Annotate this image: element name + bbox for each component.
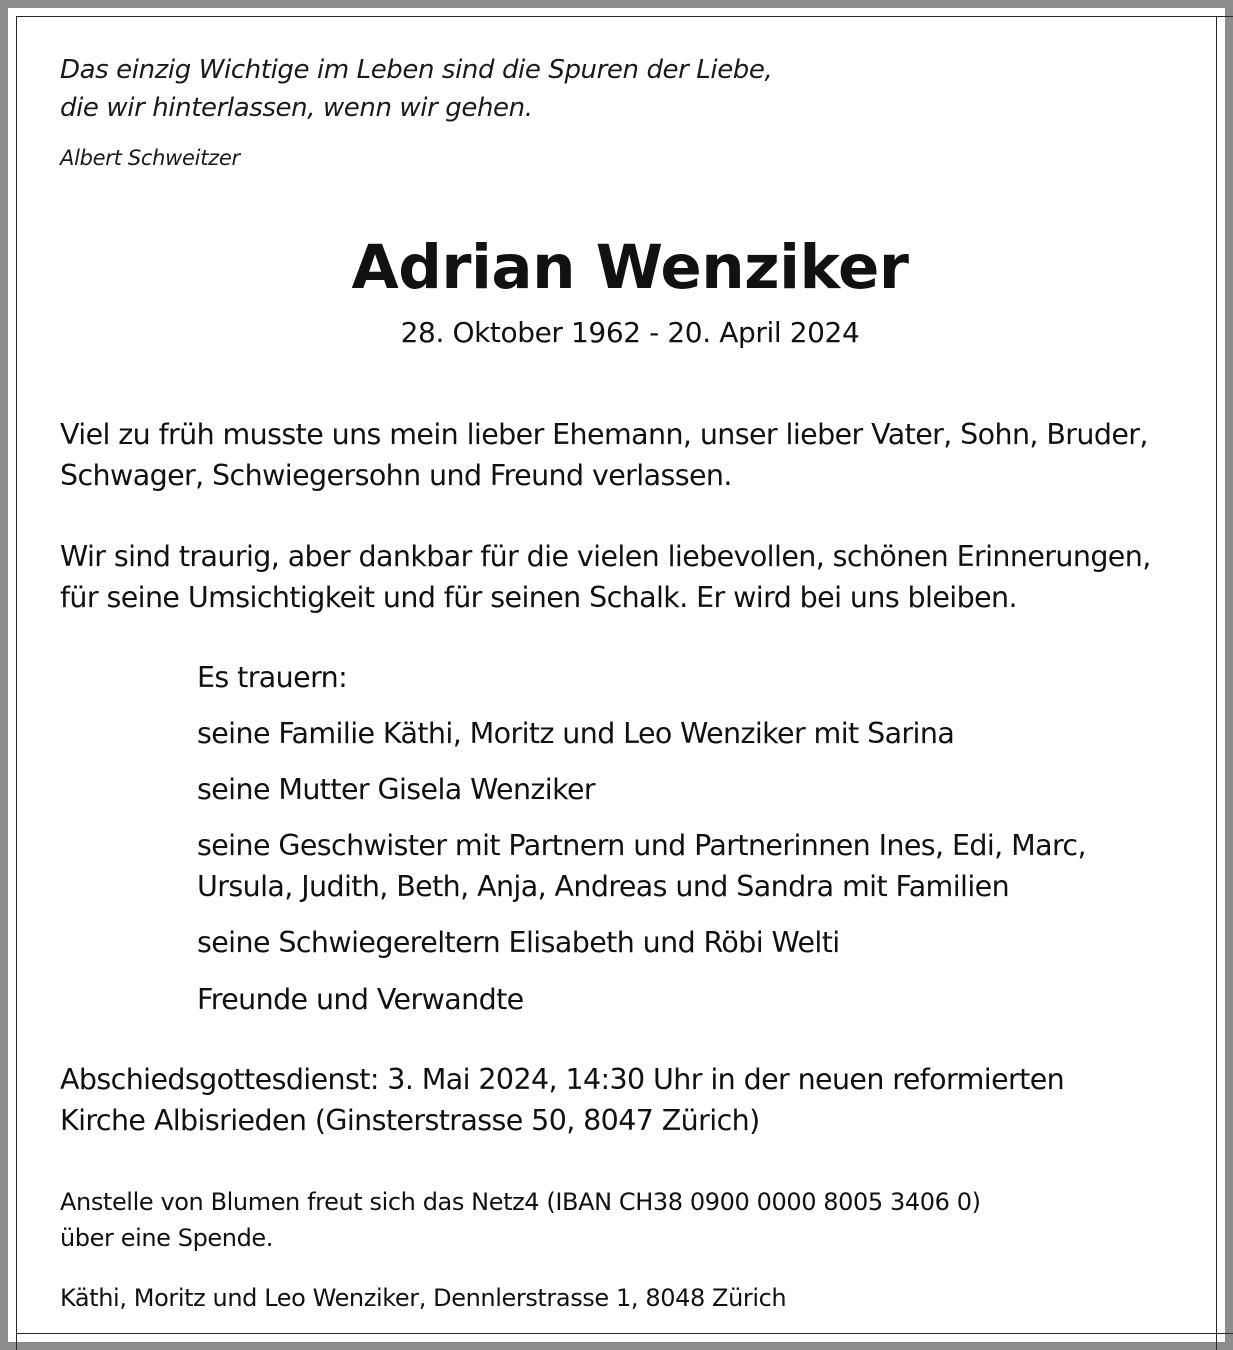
quote (60, 51, 772, 127)
frame-line-bottom (16, 1333, 1233, 1334)
announcement-paragraph (60, 414, 1148, 496)
mourner-entry (197, 979, 524, 1020)
paragraph-line: Schwager, Schwiegersohn und Freund verlassen. (60, 459, 732, 492)
donation-line: über eine Spende. (60, 1224, 274, 1252)
mourner-line: seine Mutter Gisela Wenziker (197, 773, 596, 806)
service-line: Kirche Albisrieden (Ginsterstrasse 50, 8047 Zürich) (60, 1104, 760, 1137)
mourner-line: seine Familie Käthi, Moritz und Leo Wenziker mit Sarina (197, 717, 955, 750)
mourner-entry (197, 825, 1086, 907)
family-address: Käthi, Moritz und Leo Wenziker, Dennlerstrasse 1, 8048 Zürich (60, 1284, 787, 1312)
donation-line: Anstelle von Blumen freut sich das Netz4 (IBAN CH38 0900 0000 8005 3406 0) (60, 1188, 981, 1216)
donation-note (60, 1184, 981, 1256)
paragraph-line: Wir sind traurig, aber dankbar für die vielen liebevollen, schönen Erinnerungen, (60, 540, 1151, 573)
service-line: Abschiedsgottesdienst: 3. Mai 2024, 14:30 Uhr in der neuen reformierten (60, 1063, 1065, 1096)
deceased-name: Adrian Wenziker (351, 232, 909, 303)
mourner-line: Ursula, Judith, Beth, Anja, Andreas und Sandra mit Familien (197, 870, 1010, 903)
frame-line-top (16, 16, 1233, 17)
life-dates: 28. Oktober 1962 - 20. April 2024 (400, 316, 860, 349)
quote-line: die wir hinterlassen, wenn wir gehen. (60, 93, 533, 123)
paragraph-line: Viel zu früh musste uns mein lieber Ehemann, unser lieber Vater, Sohn, Bruder, (60, 418, 1148, 451)
mourner-entry (197, 769, 595, 810)
frame-line-right (1216, 16, 1217, 1350)
service-info (60, 1059, 1064, 1141)
mourner-entry (197, 922, 840, 963)
gratitude-paragraph (60, 536, 1151, 618)
frame-line-left (16, 16, 17, 1350)
quote-author: Albert Schweitzer (60, 146, 240, 170)
mourners-heading: Es trauern: (197, 661, 348, 694)
quote-line: Das einzig Wichtige im Leben sind die Spuren der Liebe, (60, 55, 773, 85)
mourner-line: seine Schwiegereltern Elisabeth und Röbi Welti (197, 926, 840, 959)
mourner-line: seine Geschwister mit Partnern und Partnerinnen Ines, Edi, Marc, (197, 829, 1086, 862)
mourner-entry (197, 713, 954, 754)
mourner-line: Freunde und Verwandte (197, 983, 524, 1016)
paragraph-line: für seine Umsichtigkeit und für seinen Schalk. Er wird bei uns bleiben. (60, 581, 1017, 614)
